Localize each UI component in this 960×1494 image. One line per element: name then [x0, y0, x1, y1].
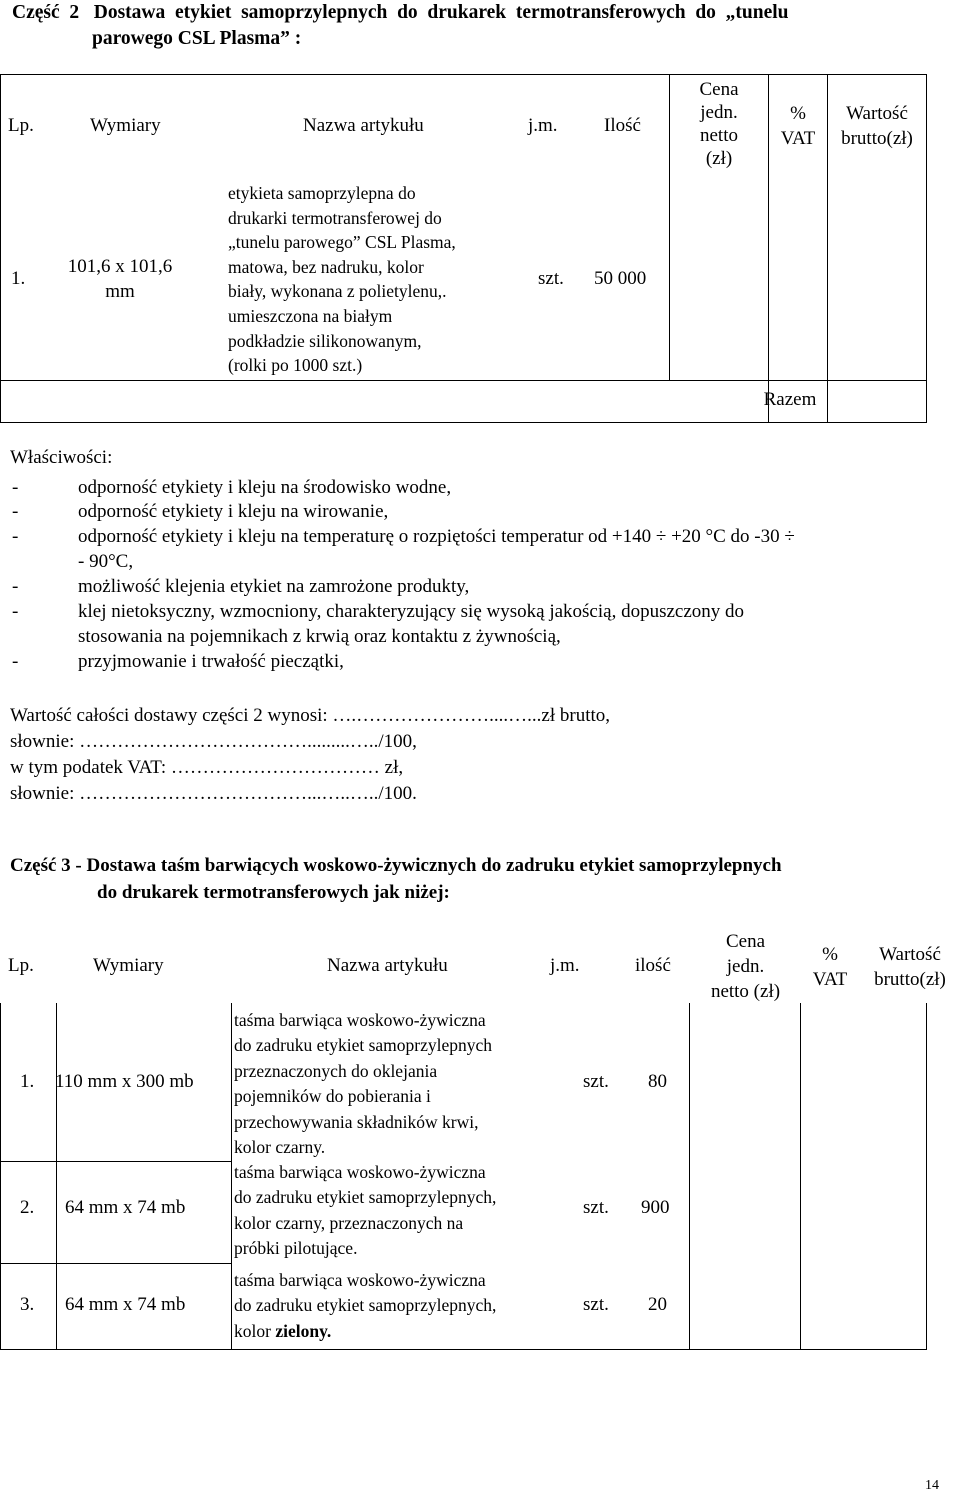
summary-vat-words-line: słownie: ………………………………...…..…../100. — [10, 783, 417, 804]
t3-header-vat — [801, 942, 859, 992]
t3-row3-wymiary: 64 mm x 74 mb — [65, 1294, 186, 1315]
part3-heading — [10, 852, 955, 906]
t3-border-right — [926, 1003, 927, 1350]
t2-border-right — [926, 74, 927, 423]
t2-header-vat-2: VAT — [780, 128, 816, 149]
t2-header-vat-1: % — [790, 103, 806, 124]
t3-header-wartosc-2: brutto(zł) — [874, 969, 946, 990]
t3-row2-nazwa-3: kolor czarny, przeznaczonych na — [234, 1212, 464, 1233]
part2-heading-line2: parowego CSL Plasma” : — [92, 28, 302, 49]
t2-header-ilosc: Ilość — [604, 115, 641, 136]
t3-row1-nazwa-2: do zadruku etykiet samoprzylepnych — [234, 1035, 493, 1056]
summary-words-line: słownie: ……………………………….........…../100, — [10, 731, 417, 752]
t2-header-wartosc — [828, 101, 926, 151]
summary-vat-line: w tym podatek VAT: …………………………… zł, — [10, 757, 404, 778]
t2-header-jm: j.m. — [528, 115, 558, 136]
t3-row-sep-1 — [1, 1161, 56, 1162]
t3-row3-nazwa-2: do zadruku etykiet samoprzylepnych, — [234, 1295, 497, 1316]
property-text: klej nietoksyczny, wzmocniony, charakteryzujący się wysoką jakością, dopuszczony do — [78, 601, 745, 622]
t3-header-cena-1: Cena — [725, 931, 766, 952]
t3-row2-ilosc: 900 — [641, 1197, 670, 1218]
t3-row1-nazwa-5: przechowywania składników krwi, — [234, 1111, 479, 1132]
property-dash: - — [12, 501, 19, 522]
t2-header-cena-3: netto — [700, 125, 738, 146]
property-text: stosowania na pojemnikach z krwią oraz kontaktu z żywnością, — [78, 626, 561, 647]
t2-header-cena — [670, 78, 768, 170]
t3-header-cena — [690, 929, 801, 1004]
t2-row-nazwa-5: biały, wykonana z polietylenu,. — [228, 281, 447, 302]
t3-row-sep-2 — [1, 1263, 56, 1264]
property-text: odporność etykiety i kleju na wirowanie, — [78, 501, 389, 522]
t3-row3-nazwa-3: kolor — [234, 1320, 276, 1341]
part2-summary — [10, 703, 910, 807]
t3-row2-jm: szt. — [583, 1197, 609, 1218]
t3-col-cena-left — [689, 1003, 690, 1350]
t2-header-cena-1: Cena — [699, 79, 739, 100]
t2-row-nazwa-8: (rolki po 1000 szt.) — [228, 355, 363, 376]
t3-col-nazwa-left — [231, 1003, 232, 1350]
t2-header-vat — [769, 101, 827, 151]
property-dash: - — [12, 526, 19, 547]
t3-row1-nazwa-4: pojemników do pobierania i — [234, 1086, 431, 1107]
t3-row1-ilosc: 80 — [648, 1071, 667, 1092]
t2-border-mid — [0, 380, 927, 381]
properties-title: Właściwości: — [10, 447, 113, 468]
t3-row2-nazwa-4: próbki pilotujące. — [234, 1238, 358, 1259]
t3-row2-nazwa-1: taśma barwiąca woskowo-żywiczna — [234, 1162, 486, 1182]
t2-row-nazwa-3: „tunelu parowego” CSL Plasma, — [228, 232, 456, 253]
t3-row3-color-bold: zielony. — [275, 1320, 332, 1341]
t2-header-cena-2: jedn. — [700, 102, 738, 123]
t3-header-ilosc: ilość — [635, 955, 671, 976]
t3-row2-nazwa-2: do zadruku etykiet samoprzylepnych, — [234, 1187, 497, 1208]
t3-header-wymiary: Wymiary — [93, 955, 164, 976]
t3-row2-lp: 2. — [20, 1197, 35, 1218]
t3-border-bottom — [0, 1349, 927, 1350]
t2-row-jm: szt. — [538, 268, 564, 289]
part2-heading — [12, 0, 952, 52]
summary-total-line: Wartość całości dostawy części 2 wynosi: ….…………………....…...zł brutto, — [10, 705, 611, 726]
t3-row2-wymiary: 64 mm x 74 mb — [65, 1197, 186, 1218]
t3-border-left — [0, 1003, 1, 1350]
t3-col-wymiary-left — [56, 1003, 57, 1350]
t3-row1-jm: szt. — [583, 1071, 609, 1092]
t3-row3-nazwa-3-wrap — [234, 1319, 584, 1344]
t3-row3-jm: szt. — [583, 1294, 609, 1315]
t3-header-wartosc — [860, 942, 960, 992]
t2-header-wartosc-1: Wartość — [846, 103, 908, 124]
t3-row3-lp: 3. — [20, 1294, 35, 1315]
t2-header-nazwa: Nazwa artykułu — [303, 115, 424, 136]
t3-row1-nazwa-3: przeznaczonych do oklejania — [234, 1060, 438, 1081]
t2-row-wymiary-1: 101,6 x 101,6 — [67, 256, 173, 277]
t2-row-nazwa-2: drukarki termotransferowej do — [228, 207, 442, 228]
property-dash: - — [12, 477, 19, 498]
t2-header-lp: Lp. — [8, 115, 34, 136]
t2-row-nazwa-1: etykieta samoprzylepna do — [228, 183, 416, 203]
t3-header-lp: Lp. — [8, 955, 34, 976]
t3-row3-ilosc: 20 — [648, 1294, 667, 1315]
t3-header-jm: j.m. — [550, 955, 580, 976]
t3-row1-nazwa — [234, 1008, 584, 1160]
t3-row1-nazwa-6: kolor czarny. — [234, 1137, 326, 1158]
t2-razem-label: Razem — [763, 389, 817, 410]
t3-row3-nazwa — [234, 1268, 584, 1344]
t2-row-wymiary — [62, 254, 178, 304]
t3-header-vat-2: VAT — [812, 969, 848, 990]
property-text: odporność etykiety i kleju na temperaturę o rozpiętości temperatur od +140 ÷ +20 °C do -30 ÷ — [78, 526, 795, 547]
property-text: - 90°C, — [78, 551, 134, 572]
property-text: przyjmowanie i trwałość pieczątki, — [78, 651, 344, 672]
t3-row1-lp: 1. — [20, 1071, 35, 1092]
page-number: 14 — [925, 1478, 939, 1493]
t3-row2-nazwa — [234, 1160, 584, 1262]
t2-row-nazwa — [228, 181, 528, 378]
t2-row-wymiary-2: mm — [105, 281, 135, 302]
property-text: odporność etykiety i kleju na środowisko wodne, — [78, 477, 452, 498]
t3-header-cena-3: netto (zł) — [710, 981, 781, 1002]
t3-row1-nazwa-1: taśma barwiąca woskowo-żywiczna — [234, 1010, 486, 1030]
t2-border-left — [0, 74, 1, 423]
t3-row-sep-3 — [57, 1161, 231, 1162]
t3-row3-nazwa-1: taśma barwiąca woskowo-żywiczna — [234, 1270, 486, 1290]
property-dash: - — [12, 576, 19, 597]
t2-row-nazwa-6: umieszczona na białym — [228, 305, 393, 326]
t2-header-wymiary: Wymiary — [90, 115, 161, 136]
t2-header-cena-4: (zł) — [705, 148, 733, 169]
property-dash: - — [12, 601, 19, 622]
t3-row-sep-4 — [57, 1263, 231, 1264]
property-text: możliwość klejenia etykiet na zamrożone produkty, — [78, 576, 470, 597]
t3-header-nazwa: Nazwa artykułu — [327, 955, 448, 976]
t2-row-lp: 1. — [11, 268, 26, 289]
t2-row-nazwa-7: podkładzie silikonowanym, — [228, 330, 422, 351]
t3-header-vat-1: % — [822, 944, 838, 965]
t3-header-cena-2: jedn. — [726, 956, 765, 977]
t2-border-bottom — [0, 422, 927, 423]
t3-row1-wymiary: 110 mm x 300 mb — [55, 1071, 194, 1092]
t2-header-wartosc-2: brutto(zł) — [841, 128, 913, 149]
part3-heading-line1: Część 3 - Dostawa taśm barwiących woskowo-żywicznych do zadruku etykiet samoprzylepnych — [10, 855, 782, 876]
t2-row-ilosc: 50 000 — [594, 268, 647, 289]
t2-row-nazwa-4: matowa, bez nadruku, kolor — [228, 256, 424, 277]
t3-col-vat-left — [800, 1003, 801, 1350]
t3-header-wartosc-1: Wartość — [879, 944, 941, 965]
t2-border-top — [0, 74, 927, 75]
property-dash: - — [12, 651, 19, 672]
part3-heading-line2: do drukarek termotransferowych jak niżej: — [97, 882, 450, 903]
part2-heading-line1: Część 2 Dostawa etykiet samoprzylepnych do drukarek termotransferowych do „tunelu — [12, 2, 789, 23]
